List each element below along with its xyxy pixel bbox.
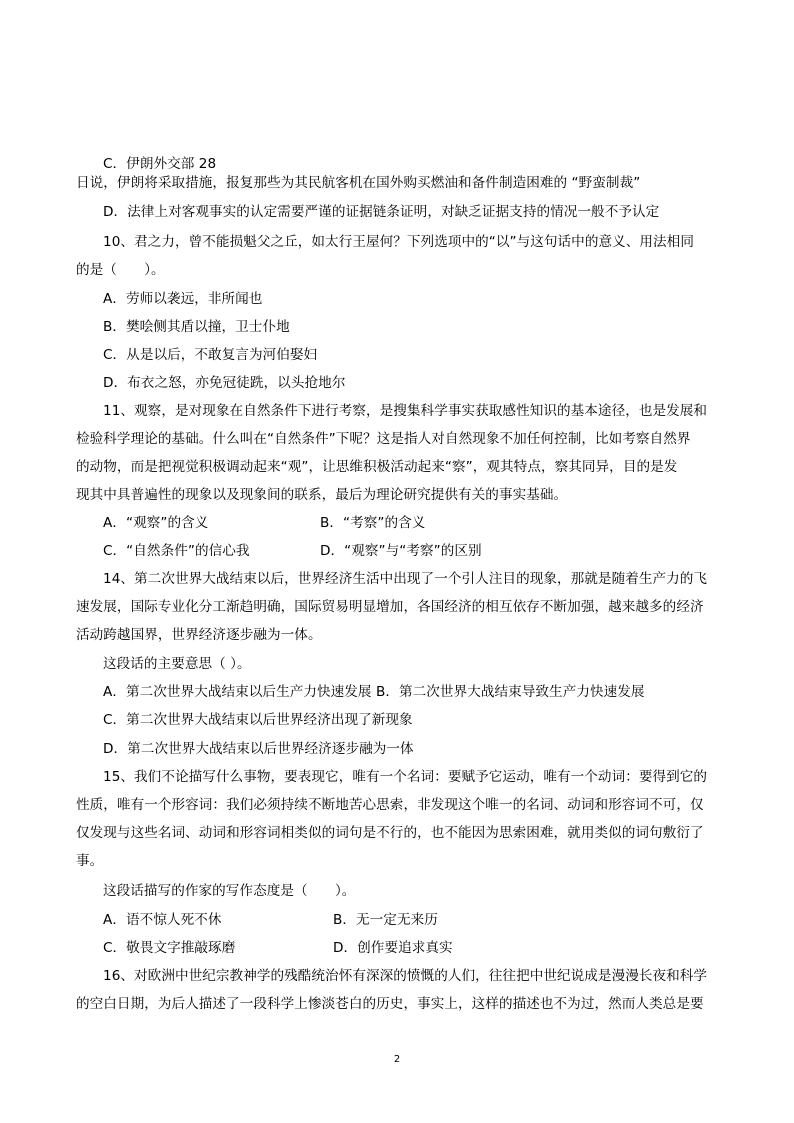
option-c-line: C．伊朗外交部 28 — [103, 156, 217, 172]
question-15-prompt: 这段话描写的作家的写作态度是（ ）。 — [103, 883, 356, 899]
question-14-option-d: D．第二次世界大战结束以后世界经济逐步融为一体 — [103, 741, 414, 757]
question-11-line: 检验科学理论的基础。什么叫在“自然条件”下呢？这是指人对自然现象不加任何控制，比如考察自然界 — [76, 431, 691, 447]
question-10-option-d: D．布衣之怒，亦免冠徒跣，以头抢地尔 — [103, 375, 346, 391]
question-16-line: 16、对欧洲中世纪宗教神学的残酷统治怀有深深的愤慨的人们，往往把中世纪说成是漫漫长夜和科学 — [103, 968, 708, 984]
question-15-option-b: B．无一定无来历 — [333, 912, 438, 928]
question-16-line: 的空白日期，为后人描述了一段科学上惨淡苍白的历史，事实上，这样的描述也不为过，然而人类总是要 — [76, 996, 704, 1012]
question-11-line: 的动物，而是把视觉积极调动起来“观”，让思维积极活动起来“察”，观其特点，察其同异，目的是发 — [76, 459, 678, 475]
question-15-line: 仅发现与这些名词、动词和形容词相类似的词句是不行的，也不能因为思索困难，就用类似的词句敷衍了 — [76, 825, 704, 841]
question-10-option-a: A．劳师以袭远，非所闻也 — [103, 291, 263, 307]
question-10-option-b: B．樊哙侧其盾以撞，卫士仆地 — [103, 319, 290, 335]
page-number: 2 — [393, 1054, 401, 1065]
question-11-option-d: D．“观察”与“考察”的区别 — [320, 543, 482, 559]
question-11-option-b: B．“考察”的含义 — [320, 515, 426, 531]
question-15-line: 15、我们不论描写什么事物，要表现它，唯有一个名词：要赋予它运动，唯有一个动词：要得到它的 — [103, 769, 708, 785]
question-15-option-c: C．敬畏文字推敲琢磨 — [103, 940, 236, 956]
question-15-line: 性质，唯有一个形容词：我们必须持续不断地苦心思索，非发现这个唯一的名词、动词和形容词不可，仅 — [76, 797, 704, 813]
question-14-option-c: C．第二次世界大战结束以后世界经济出现了新现象 — [103, 712, 413, 728]
question-11-line: 11、观察，是对现象在自然条件下进行考察，是搜集科学事实获取感性知识的基本途径，也是发展和 — [103, 403, 708, 419]
question-14-line: 速发展，国际专业化分工渐趋明确，国际贸易明显增加，各国经济的相互依存不断加强，越来越多的经济 — [76, 599, 704, 615]
question-11-line: 现其中具普遍性的现象以及现象间的联系，最后为理论研究提供有关的事实基础。 — [76, 487, 568, 503]
question-11-option-c: C．“自然条件”的信心我 — [103, 543, 250, 559]
question-11-option-a: A．“观察”的含义 — [103, 515, 209, 531]
question-14-line: 活动跨越国界，世界经济逐步融为一体。 — [76, 627, 322, 643]
question-10-stem-end: 的是（ ）。 — [76, 262, 165, 278]
question-15-line: 事。 — [76, 853, 104, 869]
question-10-stem: 10、君之力，曾不能损魁父之丘，如太行王屋何？下列选项中的“以”与这句话中的意义、用法相同 — [103, 234, 694, 250]
question-15-option-d: D．创作要追求真实 — [333, 940, 453, 956]
question-10-option-c: C．从是以后，不敢复言为河伯娶妇 — [103, 347, 318, 363]
option-d-line: D．法律上对客观事实的认定需要严谨的证据链条证明，对缺乏证据支持的情况一般不予认定 — [103, 204, 660, 220]
question-14-prompt: 这段话的主要意思（ ）。 — [103, 656, 251, 672]
option-c-continuation: 日说，伊朗将采取措施，报复那些为其民航客机在国外购买燃油和备件制造困难的 “野蛮制裁” — [76, 175, 641, 191]
question-14-line: 14、第二次世界大战结束以后，世界经济生活中出现了一个引人注目的现象，那就是随着生产力的飞 — [103, 571, 708, 587]
question-15-option-a: A．语不惊人死不休 — [103, 912, 222, 928]
question-14-option-ab: A．第二次世界大战结束以后生产力快速发展 B．第二次世界大战结束导致生产力快速发展 — [103, 684, 645, 700]
